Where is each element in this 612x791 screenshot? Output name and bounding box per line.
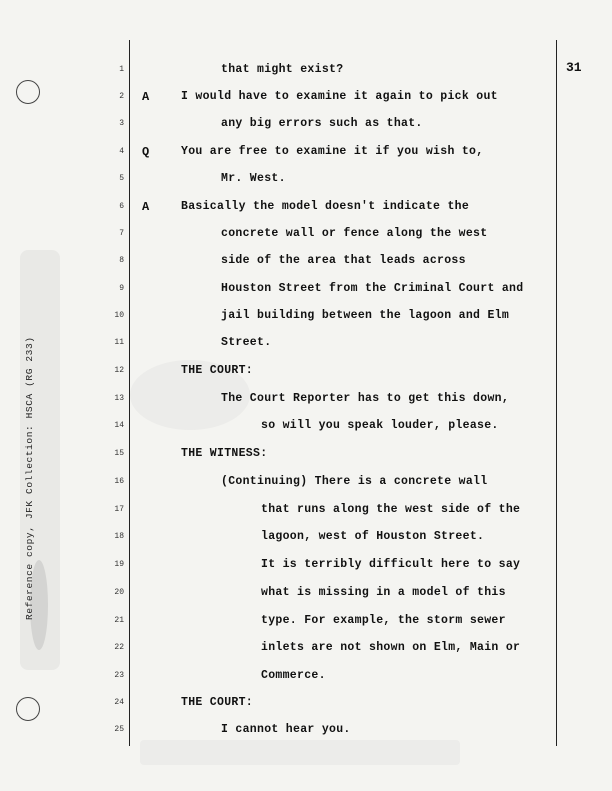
line-number: 16	[114, 477, 124, 486]
line-number: 25	[114, 725, 124, 734]
transcript-line-text: any big errors such as that.	[221, 117, 423, 130]
line-number: 6	[119, 202, 124, 211]
transcript-line-text: inlets are not shown on Elm, Main or	[261, 641, 521, 654]
binder-hole-bottom	[16, 697, 40, 721]
line-number: 14	[114, 421, 124, 430]
line-number: 18	[114, 532, 124, 541]
transcript-line-text: Basically the model doesn't indicate the	[181, 200, 470, 213]
transcript-line-text: what is missing in a model of this	[261, 586, 506, 599]
transcript-line-text: that runs along the west side of the	[261, 503, 521, 516]
transcript-line-text: type. For example, the storm sewer	[261, 614, 506, 627]
transcript-line-text: Houston Street from the Criminal Court and	[221, 282, 524, 295]
transcript-line-text: The Court Reporter has to get this down,	[221, 392, 510, 405]
line-number: 11	[114, 338, 124, 347]
line-number: 1	[119, 65, 124, 74]
transcript-line-text: I cannot hear you.	[221, 723, 351, 736]
transcript-line-text: Commerce.	[261, 669, 326, 682]
line-number: 15	[114, 449, 124, 458]
transcript-line-text: You are free to examine it if you wish to,	[181, 145, 484, 158]
left-margin-rule	[129, 40, 130, 746]
transcript-line-text: side of the area that leads across	[221, 254, 466, 267]
speaker-label: A	[142, 200, 150, 214]
line-number: 12	[114, 366, 124, 375]
line-number: 3	[119, 119, 124, 128]
collection-reference-label: Reference copy, JFK Collection: HSCA (RG 233)	[24, 336, 35, 620]
line-number: 9	[119, 284, 124, 293]
line-number: 8	[119, 256, 124, 265]
line-number: 17	[114, 505, 124, 514]
line-number: 7	[119, 229, 124, 238]
line-number: 21	[114, 616, 124, 625]
transcript-line-text: THE COURT:	[181, 364, 254, 377]
line-number: 5	[119, 174, 124, 183]
line-number: 10	[114, 311, 124, 320]
line-number: 24	[114, 698, 124, 707]
transcript-line-text: It is terribly difficult here to say	[261, 558, 521, 571]
transcript-line-text: jail building between the lagoon and Elm	[221, 309, 510, 322]
line-number: 23	[114, 671, 124, 680]
transcript-line-text: THE WITNESS:	[181, 447, 268, 460]
speaker-label: A	[142, 90, 150, 104]
transcript-line-text: (Continuing) There is a concrete wall	[221, 475, 488, 488]
transcript-line-text: Mr. West.	[221, 172, 286, 185]
transcript-line-text: so will you speak louder, please.	[261, 419, 499, 432]
right-margin-rule	[556, 40, 557, 746]
transcript-line-text: I would have to examine it again to pick out	[181, 90, 498, 103]
binder-hole-top	[16, 80, 40, 104]
line-number: 2	[119, 92, 124, 101]
line-number: 20	[114, 588, 124, 597]
line-number: 19	[114, 560, 124, 569]
page-number: 31	[566, 60, 582, 75]
transcript-line-text: concrete wall or fence along the west	[221, 227, 488, 240]
transcript-line-text: THE COURT:	[181, 696, 254, 709]
line-number: 22	[114, 643, 124, 652]
transcript-line-text: Street.	[221, 336, 272, 349]
speaker-label: Q	[142, 145, 150, 159]
line-number: 4	[119, 147, 124, 156]
line-number: 13	[114, 394, 124, 403]
transcript-line-text: that might exist?	[221, 63, 344, 76]
transcript-line-text: lagoon, west of Houston Street.	[261, 530, 485, 543]
